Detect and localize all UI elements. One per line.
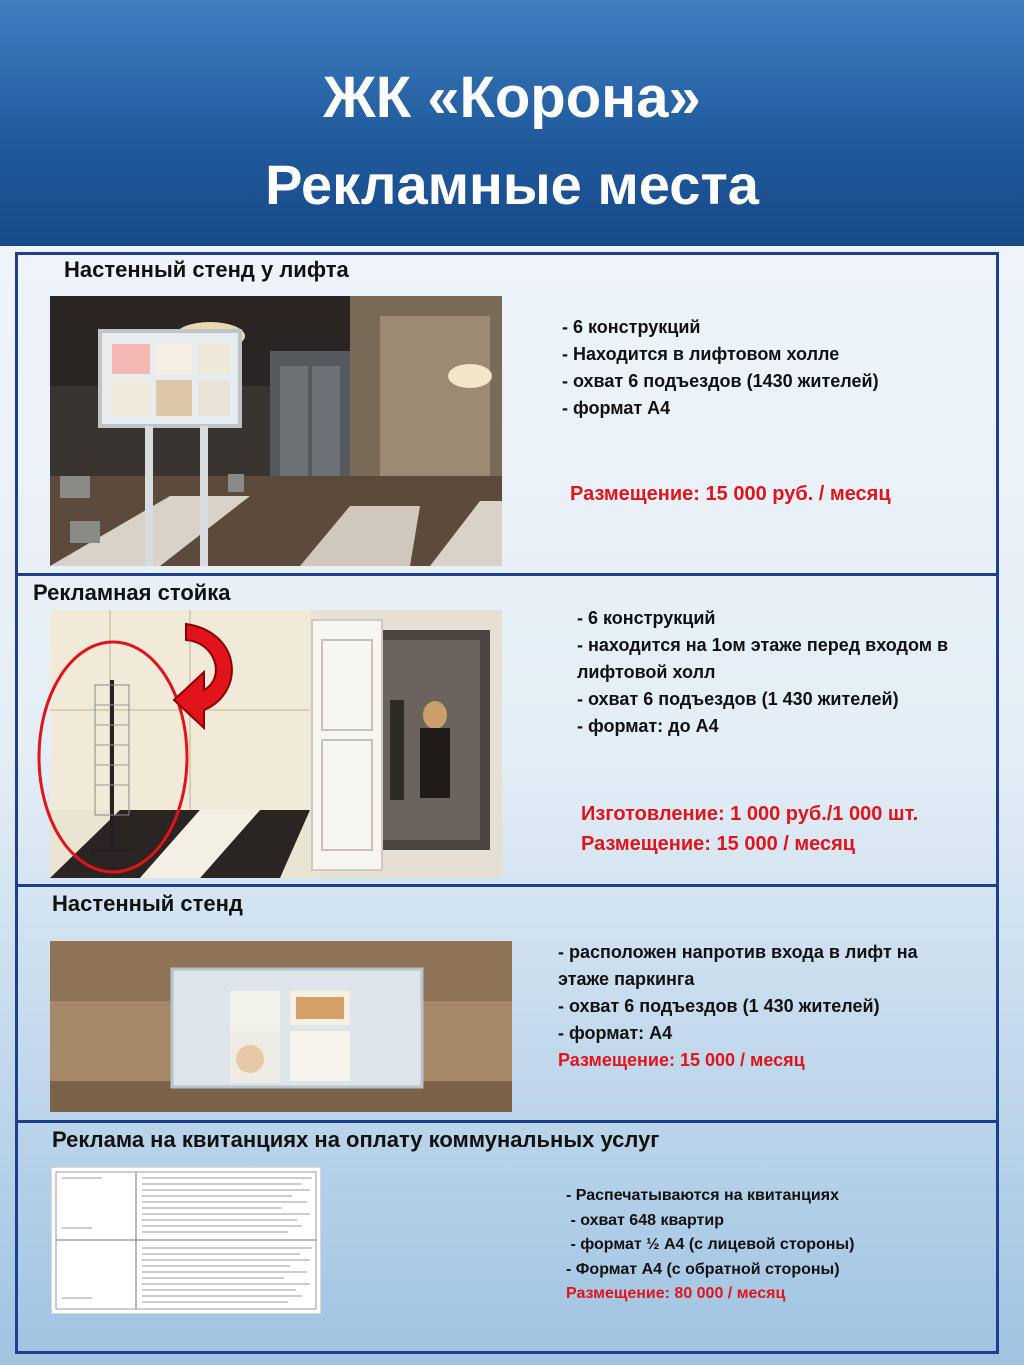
highlight-annotation (36, 612, 246, 902)
price-line: Размещение: 15 000 руб. / месяц (570, 483, 891, 505)
description-line: - расположен напротив входа в лифт на (558, 942, 918, 962)
description-line: - охват 6 подъездов (1 430 жителей) (577, 689, 899, 709)
description-line: - формат: до А4 (577, 716, 719, 736)
description-line: - Распечатываются на квитанциях (566, 1187, 839, 1204)
section-heading: Настенный стенд (52, 891, 243, 916)
price-line: Размещение: 15 000 / месяц (558, 1050, 805, 1070)
description-line: - охват 6 подъездов (1 430 жителей) (558, 996, 880, 1016)
price-line: Размещение: 15 000 / месяц (581, 833, 856, 855)
header-banner (0, 0, 1024, 246)
description-line: этаже паркинга (558, 969, 695, 989)
section-description (566, 1184, 854, 1307)
description-line: - охват 6 подъездов (1430 жителей) (562, 371, 879, 391)
section-heading: Реклама на квитанциях на оплату коммунальных услуг (52, 1127, 660, 1152)
highlight-circle (39, 642, 187, 872)
price-text (570, 481, 891, 508)
section-heading: Настенный стенд у лифта (64, 257, 349, 282)
photo-wall-stand (50, 941, 512, 1112)
price-line: Изготовление: 1 000 руб./1 000 шт. (581, 803, 919, 825)
section-divider (15, 573, 996, 576)
section-divider (15, 1120, 996, 1123)
section-heading: Рекламная стойка (33, 580, 231, 605)
section-description (577, 605, 948, 740)
description-line: - охват 648 квартир (566, 1211, 724, 1229)
description-line: - формат ½ А4 (с лицевой стороны) (566, 1236, 855, 1253)
description-line: - Формат А4 (с обратной стороны) (566, 1260, 840, 1278)
price-line: Размещение: 80 000 / месяц (566, 1285, 786, 1302)
description-line: - формат: А4 (558, 1023, 673, 1043)
section-description (562, 314, 879, 422)
description-line: - 6 конструкций (577, 608, 716, 628)
description-line: - Находится в лифтовом холле (562, 344, 840, 364)
description-line: лифтовой холл (577, 662, 716, 682)
price-text (581, 799, 918, 859)
description-line: - формат А4 (562, 398, 671, 418)
section-description (558, 939, 918, 1074)
photo-elevator-hall (50, 296, 502, 566)
page-title: ЖК «Корона» (323, 65, 701, 130)
description-line: - 6 конструкций (562, 317, 701, 337)
photo-receipt (51, 1167, 321, 1314)
description-line: - находится на 1ом этаже перед входом в (577, 635, 949, 655)
page-subtitle: Рекламные места (265, 153, 759, 216)
